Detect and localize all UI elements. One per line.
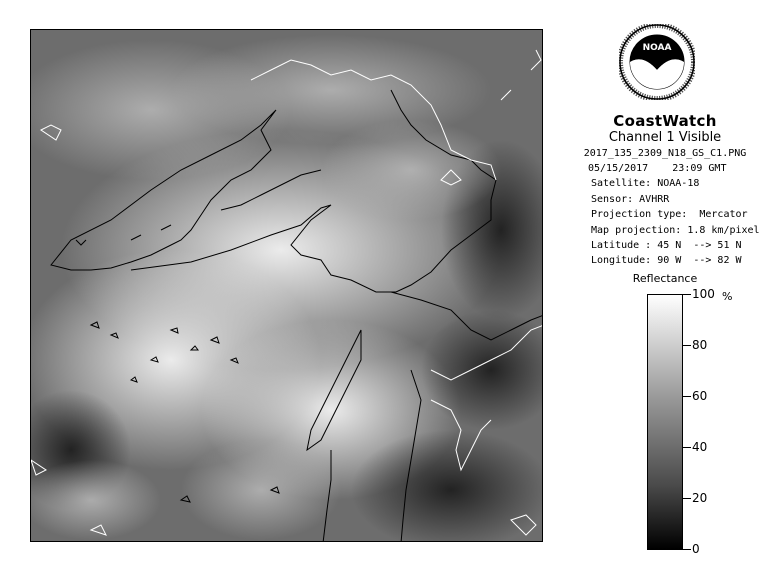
colorbar-tick bbox=[683, 345, 691, 346]
colorbar-tick-label: 60 bbox=[692, 389, 708, 403]
sensor-info: Sensor: AVHRR bbox=[591, 194, 670, 205]
longitude-info: Longitude: 90 W --> 82 W bbox=[591, 255, 742, 266]
satellite-image-svg bbox=[31, 30, 543, 542]
noaa-logo-text: NOAA bbox=[642, 43, 672, 53]
colorbar-tick-label: 0 bbox=[692, 542, 700, 556]
noaa-logo bbox=[619, 24, 695, 100]
colorbar-tick-label: 20 bbox=[692, 491, 708, 505]
noaa-logo-svg bbox=[619, 24, 695, 100]
satellite-info: Satellite: NOAA-18 bbox=[591, 178, 700, 189]
cloud-texture bbox=[31, 35, 543, 542]
channel-title: Channel 1 Visible bbox=[608, 130, 722, 145]
projection-type-info: Projection type: Mercator bbox=[591, 209, 748, 220]
filename: 2017_135_2309_N18_GS_C1.PNG bbox=[583, 148, 747, 159]
colorbar-tick-label: 40 bbox=[692, 440, 708, 454]
colorbar-tick-label: 100 bbox=[692, 287, 715, 301]
colorbar-tick bbox=[683, 294, 691, 295]
colorbar-tick bbox=[683, 396, 691, 397]
date-time: 05/15/2017 23:09 GMT bbox=[588, 163, 727, 174]
colorbar-tick bbox=[683, 447, 691, 448]
colorbar-tick bbox=[683, 549, 691, 550]
colorbar-title: Reflectance bbox=[632, 272, 698, 285]
colorbar-unit: % bbox=[722, 290, 733, 303]
colorbar bbox=[647, 294, 683, 550]
satellite-image bbox=[30, 29, 543, 542]
brand-title: CoastWatch bbox=[613, 112, 717, 130]
colorbar-tick bbox=[683, 498, 691, 499]
latitude-info: Latitude : 45 N --> 51 N bbox=[591, 240, 742, 251]
colorbar-tick-label: 80 bbox=[692, 338, 708, 352]
map-projection-info: Map projection: 1.8 km/pixel bbox=[591, 225, 760, 236]
